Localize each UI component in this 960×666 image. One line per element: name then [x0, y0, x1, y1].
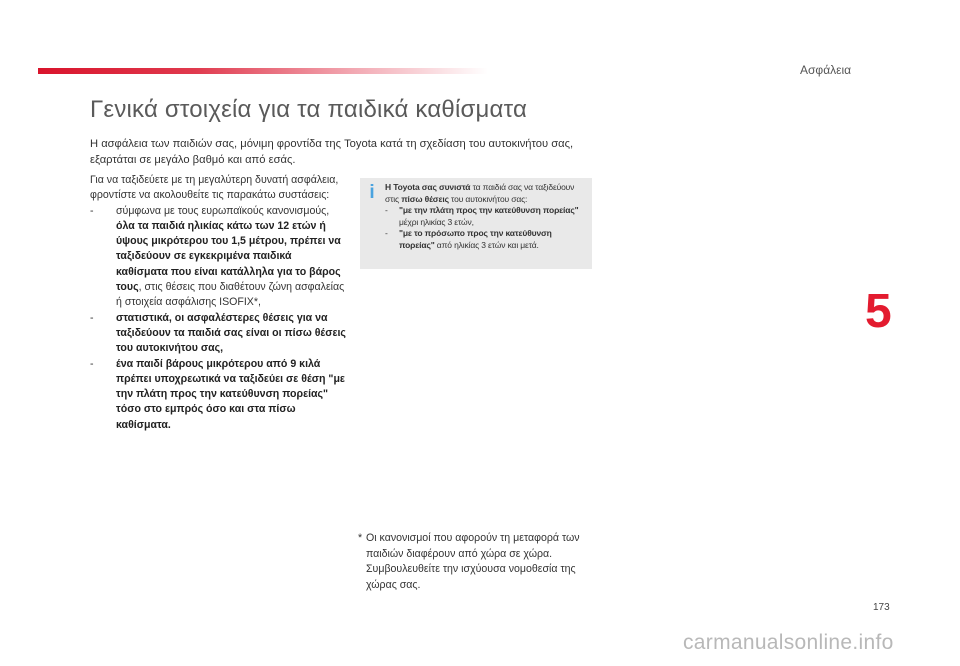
recommendations-list [90, 204, 346, 433]
infobox-list [385, 205, 589, 251]
page-number: 173 [873, 602, 890, 613]
toyota-recommendation-box [360, 178, 592, 269]
item-text: , στις θέσεις που διαθέτουν ζώνη ασφαλείας ή στοιχεία ασφάλισης ISOFIX*, [116, 281, 345, 309]
list-item [385, 205, 589, 228]
item-bold-text: όλα τα παιδιά ηλικίας κάτω των 12 ετών ή ύψους μικρότερου του 1,5 μέτρου, πρέπει να ταξιδεύουν σε εγκεκριμένα παιδικά καθίσματα που είναι κατάλληλα για το βάρος τους [116, 219, 341, 294]
dash-bullet: - [385, 205, 388, 216]
recommendations-lead: Για να ταξιδεύετε με τη μεγαλύτερη δυνατή ασφάλεια, φροντίστε να ακολουθείτε τις παρακάτω συστάσεις: [90, 174, 339, 202]
infobox-lead-text-2: του αυτοκινήτου σας: [448, 193, 528, 204]
footnote-mark: * [358, 532, 363, 544]
intro-paragraph: Η ασφάλεια των παιδιών σας, μόνιμη φροντίδα της Toyota κατά τη σχεδίαση του αυτοκινήτου σας, εξαρτάται σε μεγάλο βαθμό και από εσάς. [90, 138, 574, 166]
infobox-lead-bold-2: πίσω θέσεις [401, 193, 449, 204]
isofix-footnote [358, 531, 608, 593]
infobox-lead [385, 182, 589, 205]
chapter-number: 5 [865, 285, 892, 338]
section-label: Ασφάλεια [800, 63, 852, 77]
item-bold-text: "με το πρόσωπο προς την κατεύθυνση πορείας" [399, 228, 552, 250]
dash-bullet: - [90, 204, 94, 217]
item-text: από ηλικίας 3 ετών και μετά. [434, 239, 539, 250]
dash-bullet: - [385, 228, 388, 239]
page-title: Γενικά στοιχεία για τα παιδικά καθίσματα [90, 96, 528, 123]
footnote-text: Οι κανονισμοί που αφορούν τη μεταφορά των παιδιών διαφέρουν από χώρα σε χώρα. Συμβουλευθείτε την ισχύουσα νομοθεσία της χώρας σας. [366, 532, 580, 591]
info-icon: i [369, 182, 375, 203]
list-item [90, 311, 346, 357]
recommendations-column [90, 173, 346, 433]
item-bold-text: στατιστικά, οι ασφαλέστερες θέσεις για να ταξιδεύουν τα παιδιά σας είναι οι πίσω θέσεις του αυτοκινήτου σας, [116, 311, 346, 355]
dash-bullet: - [90, 357, 94, 370]
infobox-lead-text: τα παιδιά σας να ταξιδεύουν στις [385, 182, 575, 204]
list-item [385, 228, 589, 251]
infobox-lead-bold: Η Toyota σας συνιστά [385, 182, 471, 192]
item-bold-text: "με την πλάτη προς την κατεύθυνση πορείας" [399, 205, 579, 216]
item-text: μέχρι ηλικίας 3 ετών, [399, 216, 474, 227]
infobox-text [385, 182, 589, 252]
list-item [90, 357, 346, 433]
list-item [90, 204, 346, 311]
item-bold-text: ένα παιδί βάρους μικρότερου από 9 κιλά πρέπει υποχρεωτικά να ταξιδεύει σε θέση "με την πλάτη προς την κατεύθυνση πορείας" τόσο στο εμπρός όσο και στα πίσω καθίσματα. [116, 357, 345, 431]
header-accent-bar [38, 68, 488, 74]
watermark: carmanualsonline.info [683, 631, 894, 654]
item-text: σύμφωνα με τους ευρωπαϊκούς κανονισμούς, [116, 204, 330, 217]
dash-bullet: - [90, 311, 94, 324]
